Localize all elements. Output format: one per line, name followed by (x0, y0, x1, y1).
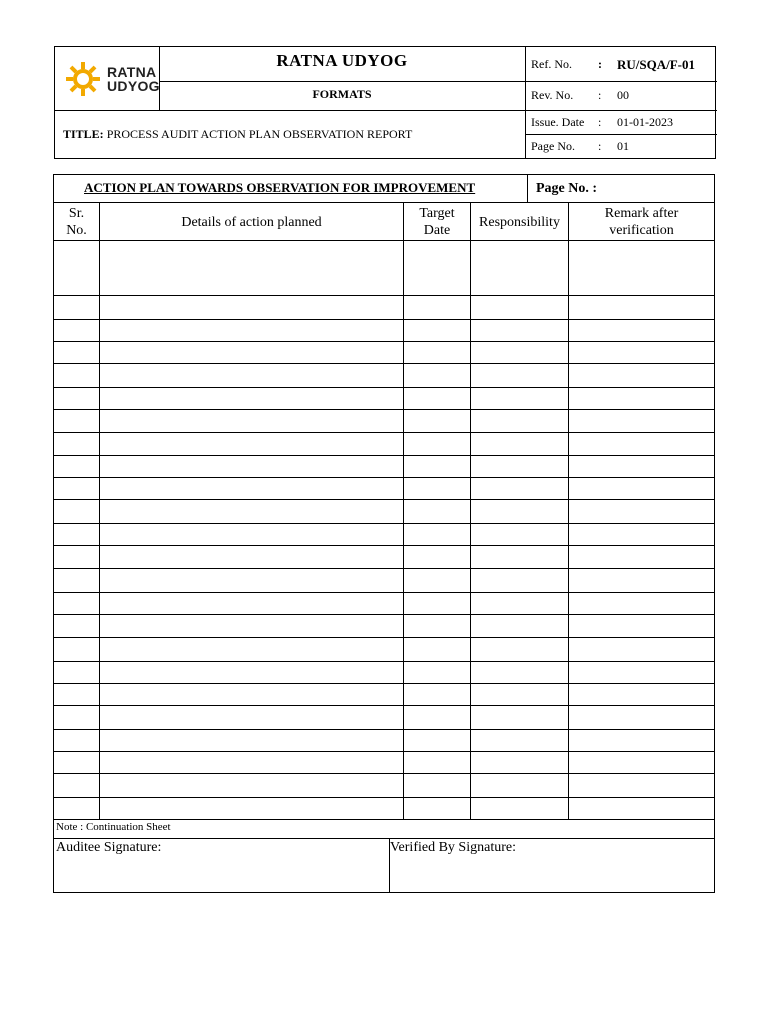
company-logo (65, 59, 160, 99)
table-row (54, 752, 714, 773)
title-label: TITLE: (63, 127, 104, 141)
header-line: Date (423, 223, 451, 238)
meta-key: Ref. No. (531, 57, 572, 71)
meta-key: Page No. (531, 139, 575, 153)
header-line: Sr. (68, 206, 85, 221)
table-row (54, 456, 714, 477)
verified-signature-label: Verified By Signature: (390, 840, 516, 855)
title-value: PROCESS AUDIT ACTION PLAN OBSERVATION REPORT (106, 127, 413, 141)
formats-label: FORMATS (312, 87, 372, 101)
table-row (54, 500, 714, 523)
table-row (54, 730, 714, 751)
continuation-note: Note : Continuation Sheet (56, 821, 171, 833)
meta-key: Issue. Date (531, 115, 585, 129)
table-row (54, 615, 714, 637)
meta-value: RU/SQA/F-01 (617, 57, 695, 72)
column-header-target-date (404, 203, 470, 241)
header-line: Responsibility (479, 214, 560, 230)
page-number-label: Page No. : (536, 181, 598, 196)
header-line: verification (609, 223, 674, 238)
logo-line-1: RATNA (107, 64, 157, 80)
logo-wordmark (107, 65, 160, 93)
table-row (54, 478, 714, 499)
logo-line-2: UDYOG (107, 78, 160, 94)
row-divider (54, 819, 714, 820)
meta-colon: : (598, 57, 602, 71)
table-row (54, 546, 714, 568)
header-line: No. (66, 223, 87, 238)
action-plan-title: ACTION PLAN TOWARDS OBSERVATION FOR IMPROVEMENT (84, 180, 476, 195)
header-line: Remark after (604, 206, 679, 221)
meta-colon: : (598, 88, 602, 102)
meta-value: 01-01-2023 (617, 115, 673, 129)
document-header (54, 46, 716, 159)
table-row (54, 296, 714, 319)
company-name: RATNA UDYOG (276, 51, 408, 70)
table-row (54, 433, 714, 455)
note-divider (54, 838, 714, 839)
table-row (54, 364, 714, 387)
meta-value: 01 (617, 139, 629, 153)
table-row (54, 774, 714, 797)
table-row (54, 706, 714, 729)
table-row (54, 684, 714, 705)
header-line: Details of action planned (181, 214, 322, 230)
column-header-responsibility (471, 203, 568, 241)
meta-key: Rev. No. (531, 88, 574, 102)
document-title (63, 127, 412, 142)
table-row (54, 569, 714, 592)
action-plan-table (53, 174, 715, 893)
meta-colon: : (598, 139, 602, 153)
table-row (54, 524, 714, 545)
table-row (54, 593, 714, 614)
table-row (54, 410, 714, 432)
table-row (54, 342, 714, 363)
meta-colon: : (598, 115, 602, 129)
column-header-sr-no (54, 203, 99, 241)
table-row (54, 662, 714, 683)
table-row (54, 320, 714, 341)
table-row (54, 388, 714, 409)
auditee-signature-label: Auditee Signature: (56, 840, 162, 855)
header-line: Target (419, 206, 455, 221)
sun-gear-icon (65, 61, 101, 97)
table-row (54, 638, 714, 661)
table-row (54, 241, 714, 295)
meta-value: 00 (617, 88, 629, 102)
column-header-details (100, 203, 403, 241)
table-row (54, 798, 714, 819)
column-header-remark (569, 203, 714, 241)
